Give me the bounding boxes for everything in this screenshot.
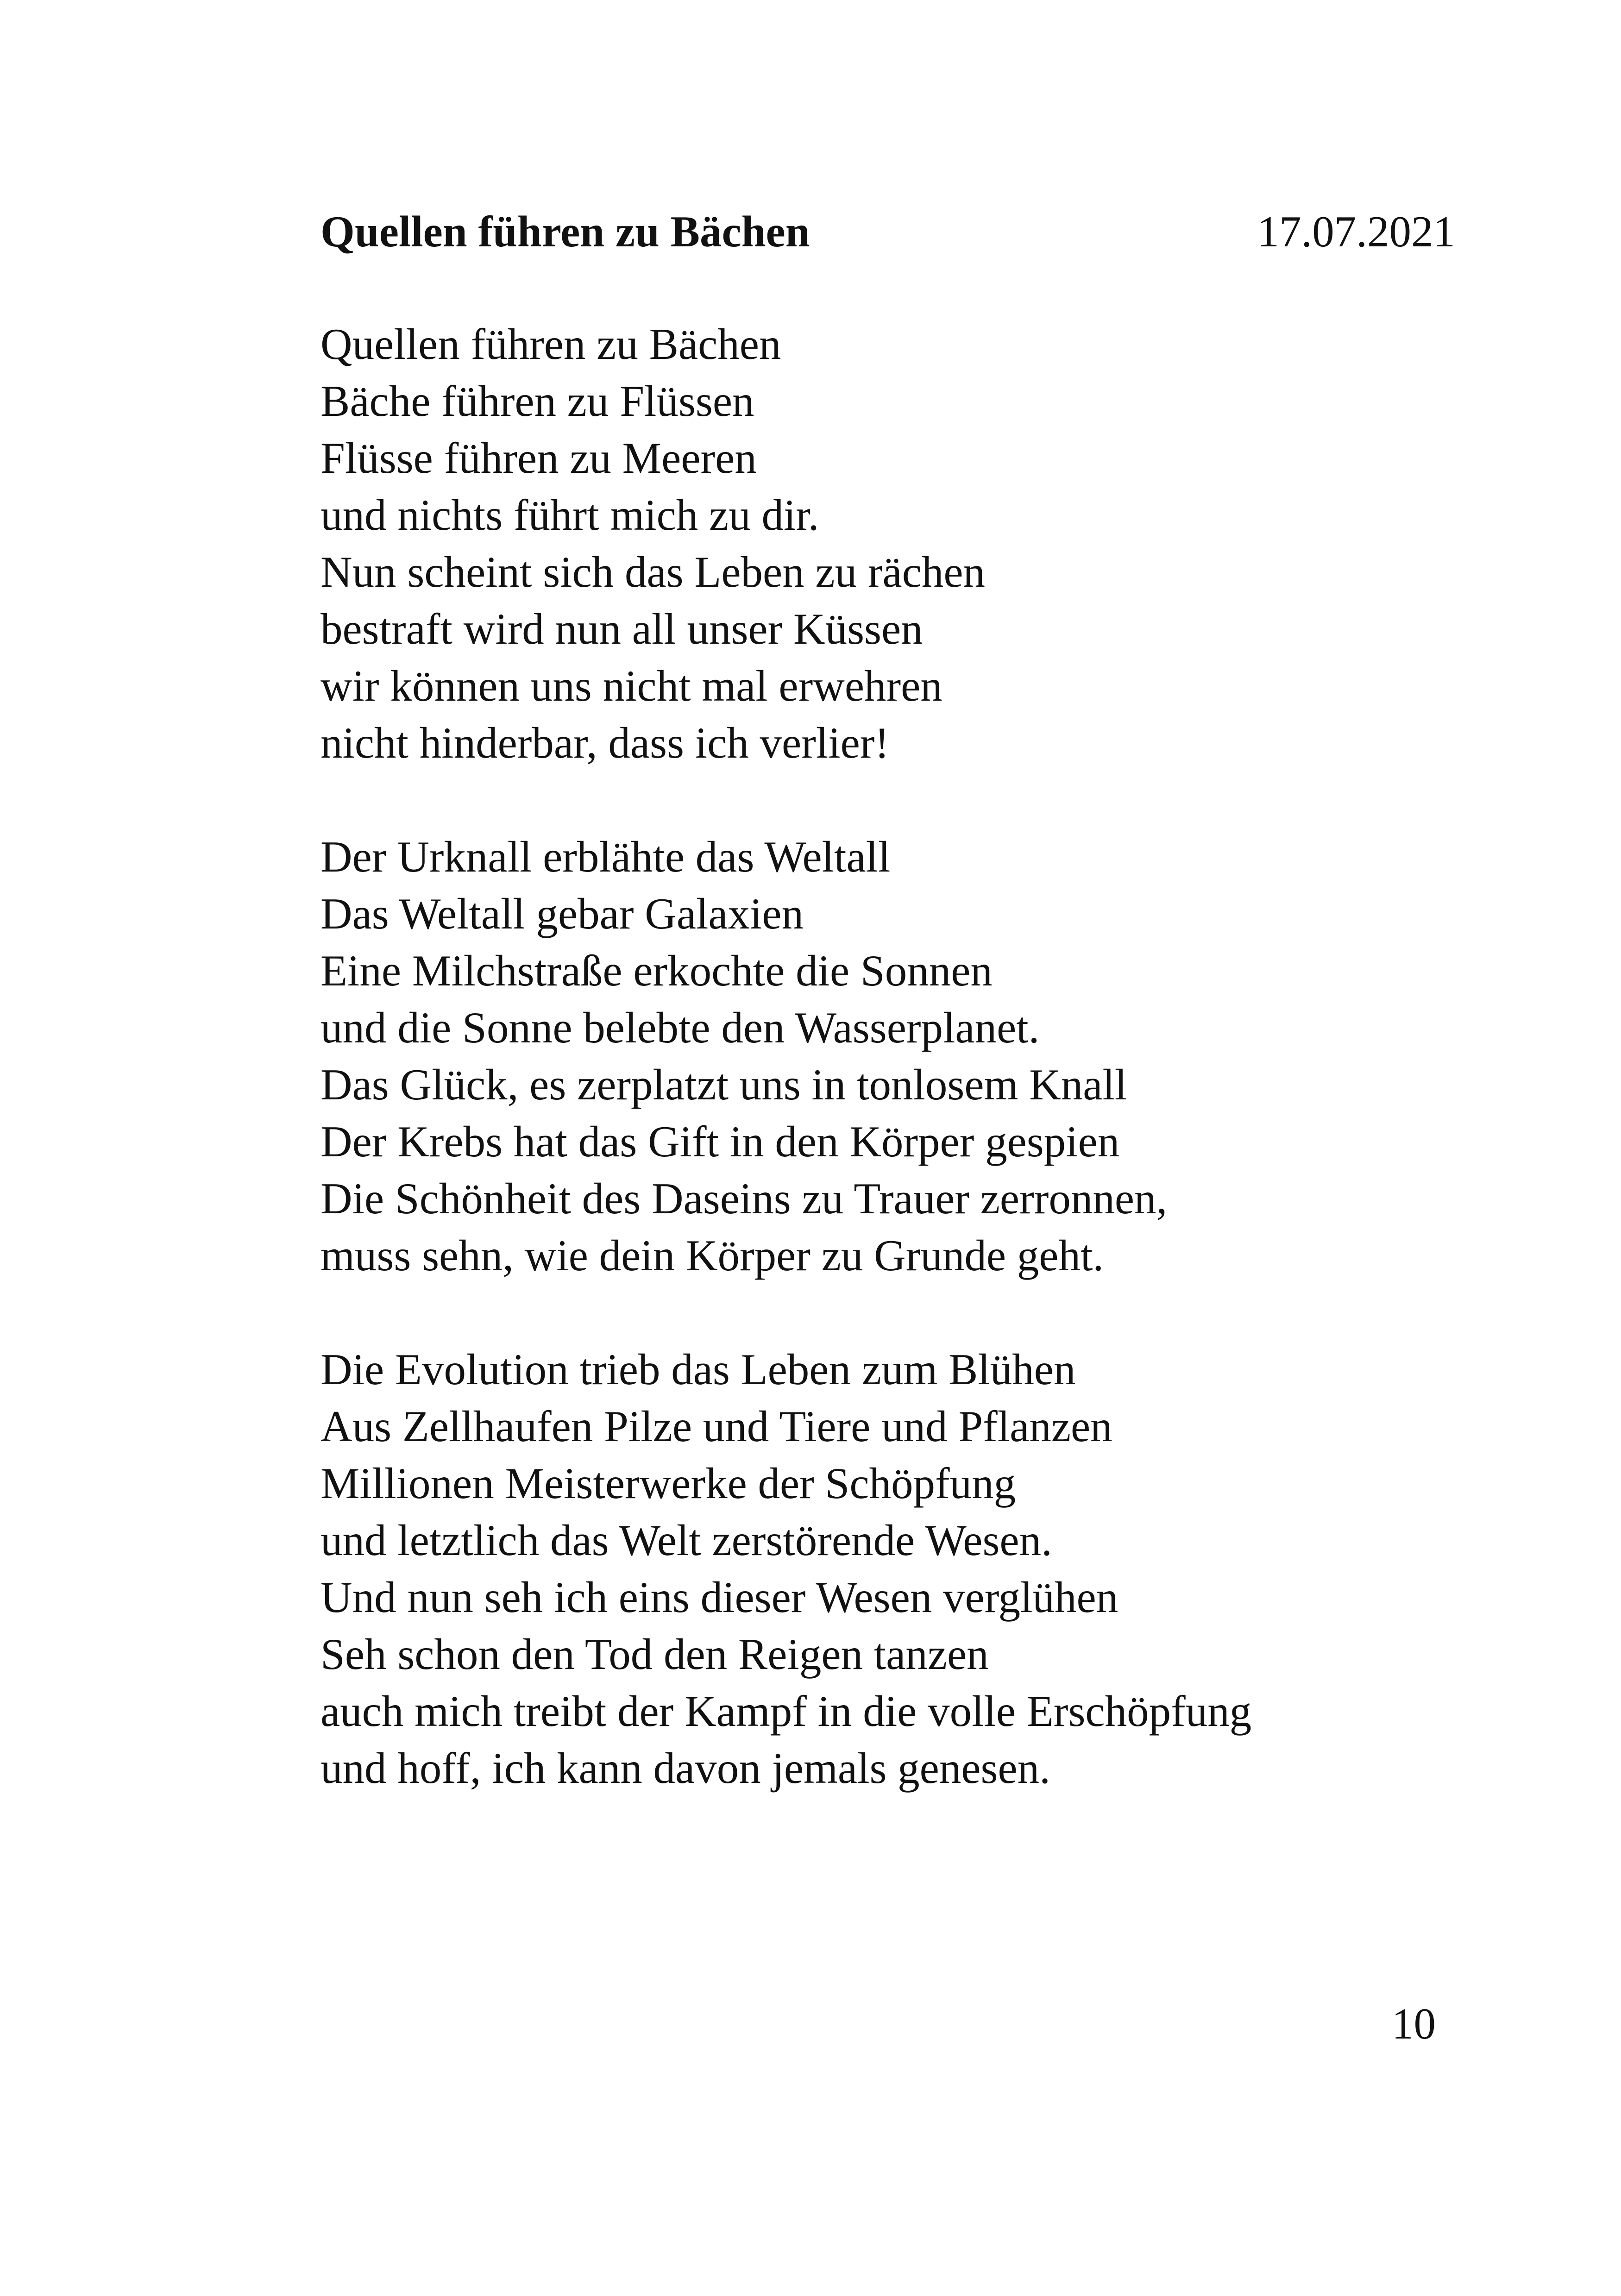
- poem-line: Flüsse führen zu Meeren: [320, 433, 757, 483]
- poem-line: Millionen Meisterwerke der Schöpfung: [320, 1459, 1016, 1508]
- poem-line: Nun scheint sich das Leben zu rächen: [320, 547, 986, 596]
- poem-date: 17.07.2021: [1257, 207, 1455, 256]
- poem-line: und hoff, ich kann davon jemals genesen.: [320, 1744, 1050, 1793]
- poem-line: wir können uns nicht mal erwehren: [320, 661, 942, 710]
- poem-line: Seh schon den Tod den Reigen tanzen: [320, 1630, 989, 1679]
- poem-body: [320, 316, 1478, 1797]
- poem-line: auch mich treibt der Kampf in die volle Erschöpfung: [320, 1687, 1252, 1736]
- poem-line: Das Glück, es zerplatzt uns in tonlosem Knall: [320, 1060, 1127, 1109]
- poem-line: Der Urknall erblähte das Weltall: [320, 832, 891, 881]
- stanza-2: [320, 828, 1478, 1284]
- poem-line: Die Evolution trieb das Leben zum Blühen: [320, 1345, 1076, 1394]
- stanza-1: [320, 316, 1478, 772]
- page-number: 10: [1392, 1999, 1436, 2048]
- poem-line: nicht hinderbar, dass ich verlier!: [320, 718, 890, 767]
- poem-line: Der Krebs hat das Gift in den Körper gespien: [320, 1117, 1120, 1166]
- poem-line: bestraft wird nun all unser Küssen: [320, 604, 923, 653]
- poem-line: und letztlich das Welt zerstörende Wesen.: [320, 1516, 1052, 1565]
- poem-line: Aus Zellhaufen Pilze und Tiere und Pflanzen: [320, 1402, 1112, 1451]
- poem-header: [320, 194, 1455, 269]
- poem-line: Quellen führen zu Bächen: [320, 320, 781, 369]
- poem-line: Und nun seh ich eins dieser Wesen verglühen: [320, 1573, 1118, 1622]
- poem-title: Quellen führen zu Bächen: [320, 207, 810, 256]
- poem-line: Bäche führen zu Flüssen: [320, 376, 754, 426]
- poem-line: Eine Milchstraße erkochte die Sonnen: [320, 946, 993, 995]
- poem-line: Das Weltall gebar Galaxien: [320, 889, 804, 938]
- poem-line: Die Schönheit des Daseins zu Trauer zerronnen,: [320, 1174, 1168, 1223]
- poem-line: muss sehn, wie dein Körper zu Grunde geht.: [320, 1231, 1104, 1280]
- stanza-3: [320, 1341, 1478, 1797]
- poem-line: und nichts führt mich zu dir.: [320, 490, 819, 539]
- poem-line: und die Sonne belebte den Wasserplanet.: [320, 1003, 1040, 1052]
